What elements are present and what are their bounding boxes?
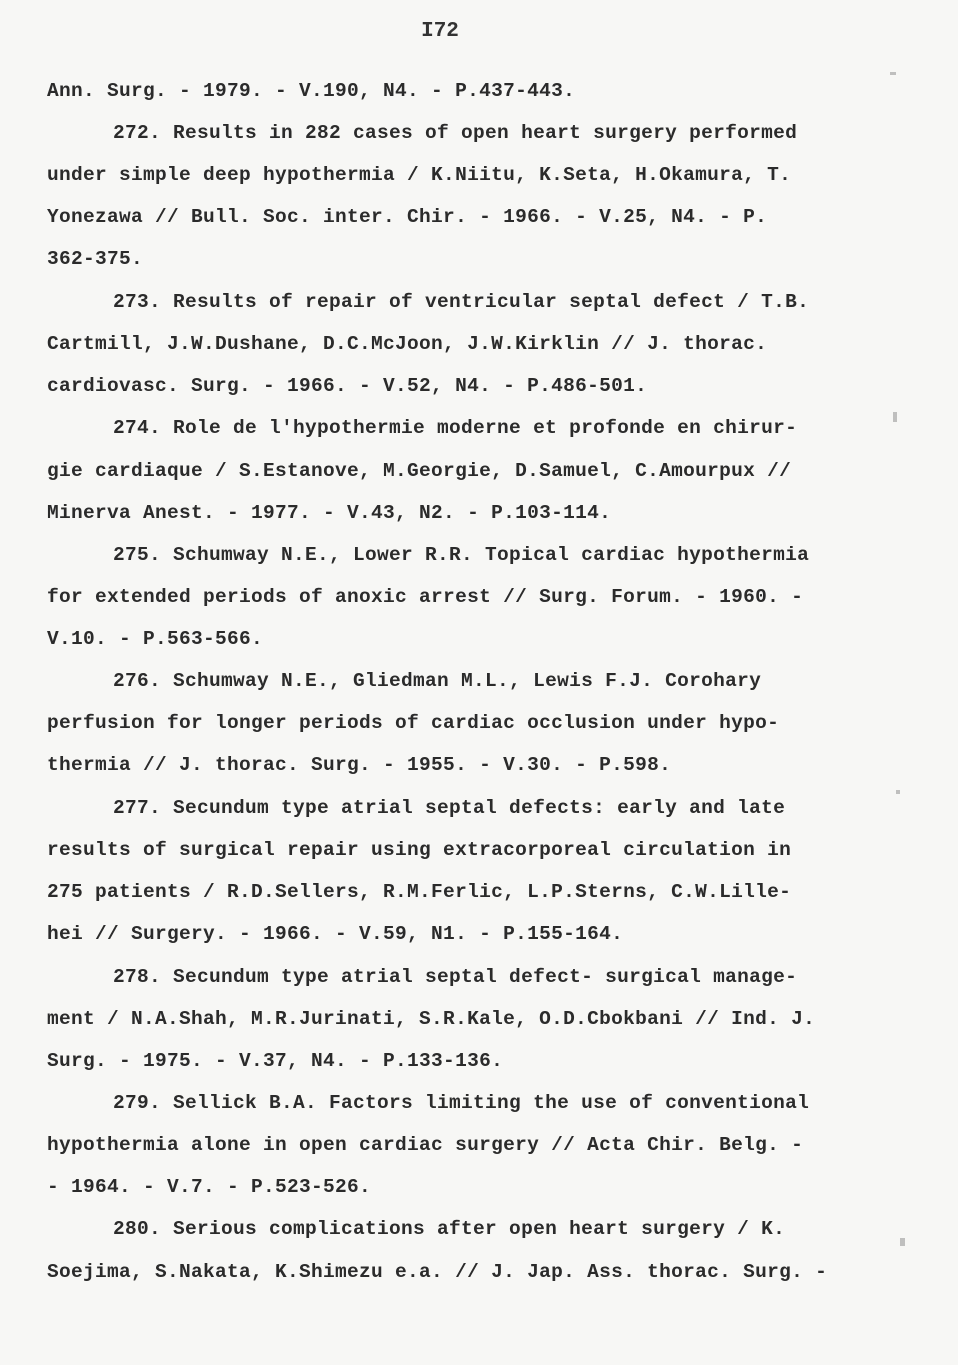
text-line: 273. Results of repair of ventricular septal defect / T.B. (113, 291, 810, 313)
text-line: under simple deep hypothermia / K.Niitu, K.Seta, H.Okamura, T. (47, 164, 792, 186)
text-line: V.10. - P.563-566. (47, 628, 264, 650)
text-line: 278. Secundum type atrial septal defect- surgical manage- (113, 966, 798, 988)
text-line: results of surgical repair using extracorporeal circulation in (47, 839, 792, 861)
text-line: hypothermia alone in open cardiac surgery // Acta Chir. Belg. - (47, 1134, 804, 1156)
text-line: hei // Surgery. - 1966. - V.59, N1. - P.155-164. (47, 923, 624, 945)
text-line: Ann. Surg. - 1979. - V.190, N4. - P.437-443. (47, 80, 576, 102)
text-line: Soejima, S.Nakata, K.Shimezu e.a. // J. Jap. Ass. thorac. Surg. - (47, 1261, 828, 1283)
scan-speck (900, 1238, 905, 1246)
text-line: gie cardiaque / S.Estanove, M.Georgie, D.Samuel, C.Amourpux // (47, 460, 792, 482)
text-line: perfusion for longer periods of cardiac occlusion under hypo- (47, 712, 780, 734)
text-line: 274. Role de l'hypothermie moderne et profonde en chirur- (113, 417, 798, 439)
text-line: 277. Secundum type atrial septal defects: early and late (113, 797, 786, 819)
text-line: 280. Serious complications after open heart surgery / K. (113, 1218, 786, 1240)
scan-speck (890, 72, 896, 75)
text-line: 272. Results in 282 cases of open heart surgery performed (113, 122, 798, 144)
text-line: Minerva Anest. - 1977. - V.43, N2. - P.103-114. (47, 502, 612, 524)
text-line: thermia // J. thorac. Surg. - 1955. - V.30. - P.598. (47, 754, 672, 776)
text-line: ment / N.A.Shah, M.R.Jurinati, S.R.Kale, O.D.Cbokbani // Ind. J. (47, 1008, 816, 1030)
text-line: 279. Sellick B.A. Factors limiting the use of conventional (113, 1092, 810, 1114)
text-line: 275 patients / R.D.Sellers, R.M.Ferlic, L.P.Sterns, C.W.Lille- (47, 881, 792, 903)
text-line: for extended periods of anoxic arrest // Surg. Forum. - 1960. - (47, 586, 804, 608)
scan-speck (896, 790, 900, 794)
text-line: Surg. - 1975. - V.37, N4. - P.133-136. (47, 1050, 504, 1072)
text-line: cardiovasc. Surg. - 1966. - V.52, N4. - P.486-501. (47, 375, 648, 397)
text-line: 275. Schumway N.E., Lower R.R. Topical cardiac hypothermia (113, 544, 810, 566)
text-line: Cartmill, J.W.Dushane, D.C.McJoon, J.W.Kirklin // J. thorac. (47, 333, 768, 355)
scan-speck (893, 412, 897, 422)
text-line: Yonezawa // Bull. Soc. inter. Chir. - 1966. - V.25, N4. - P. (47, 206, 768, 228)
text-line: 276. Schumway N.E., Gliedman M.L., Lewis F.J. Corohary (113, 670, 762, 692)
text-line: 362-375. (47, 248, 144, 270)
page-number: I72 (421, 20, 459, 43)
text-line: - 1964. - V.7. - P.523-526. (47, 1176, 372, 1198)
